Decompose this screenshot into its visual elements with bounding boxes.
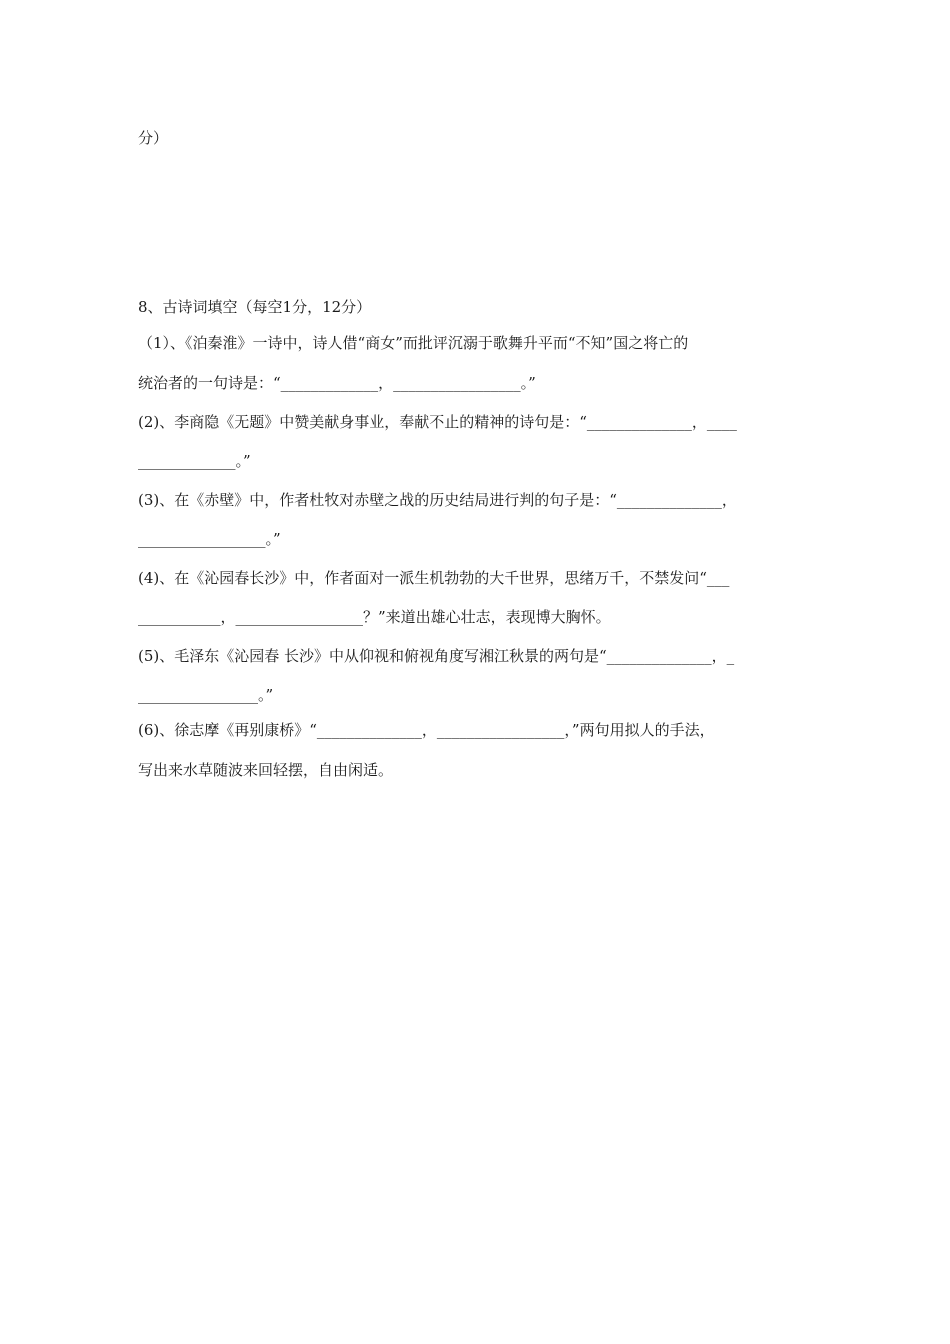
- question-3-line-1: (3)、在《赤壁》中，作者杜牧对赤壁之战的历史结局进行判的句子是：“______________，: [138, 491, 737, 509]
- question-6-line-2: 写出来水草随波来回轻摆，自由闲适。: [138, 761, 394, 779]
- question-1-line-1: （1）、《泊秦淮》一诗中，诗人借“商女”而批评沉溺于歌舞升平而“不知”国之将亡的: [138, 334, 689, 352]
- question-1-line-2: 统治者的一句诗是：“_____________，_________________。”: [138, 374, 536, 392]
- question-2-line-1: (2)、李商隐《无题》中赞美献身事业，奉献不止的精神的诗句是：“______________，____: [138, 413, 737, 431]
- carryover-text: 分）: [138, 129, 169, 147]
- question-2-line-2: _____________。”: [138, 452, 251, 470]
- question-4-line-1: (4)、在《沁园春长沙》中，作者面对一派生机勃勃的大千世界，思绪万千，不禁发问“___: [138, 569, 730, 587]
- question-6-line-1: (6)、徐志摩《再别康桥》“______________，_________________，”两句用拟人的手法，: [138, 721, 715, 739]
- question-3-line-2: _________________。”: [138, 530, 281, 548]
- question-5-line-2: ________________。”: [138, 686, 274, 704]
- question-5-line-1: (5)、毛泽东《沁园春 长沙》中从仰视和俯视角度写湘江秋景的两句是“______________，_: [138, 647, 735, 665]
- question-4-line-2: ___________，_________________？”来道出雄心壮志，表现博大胸怀。: [138, 608, 611, 626]
- section-heading: 8、古诗词填空（每空1分，12分）: [138, 298, 372, 316]
